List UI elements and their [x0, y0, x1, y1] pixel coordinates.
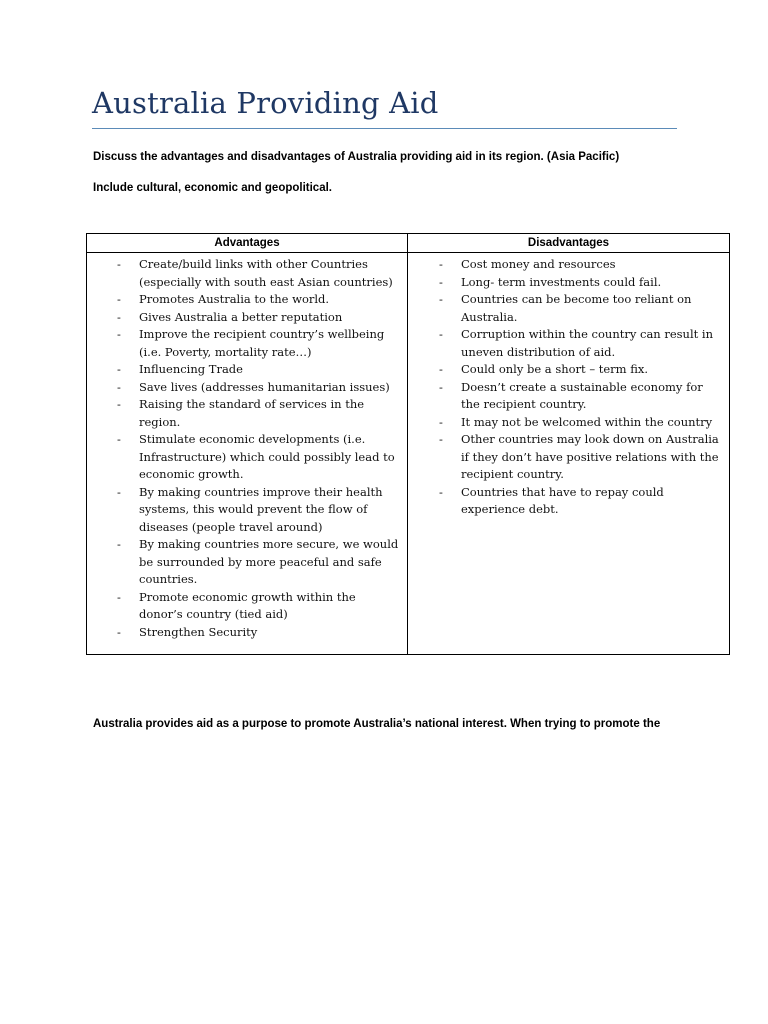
disadvantage-item	[408, 361, 721, 379]
bullet-dash: -	[439, 484, 443, 499]
disadvantage-item-text: Countries that have to repay could experience debt.	[461, 484, 664, 516]
advantages-disadvantages-table	[86, 233, 730, 655]
disadvantage-item	[408, 484, 721, 519]
advantage-item	[87, 431, 399, 484]
disadvantages-cell	[408, 253, 730, 655]
advantage-item	[87, 589, 399, 624]
table-body-row	[87, 253, 730, 655]
advantages-list	[87, 253, 407, 641]
disadvantages-header: Disadvantages	[408, 234, 730, 253]
disadvantage-item	[408, 414, 721, 432]
closing-text: Australia provides aid as a purpose to promote Australia’s national interest. When trying to promote the	[93, 718, 661, 730]
bullet-dash: -	[117, 624, 121, 639]
advantage-item-text: Raising the standard of services in the region.	[139, 397, 365, 429]
advantage-item-text: By making countries improve their health systems, this would prevent the flow of diseases (people travel around)	[139, 484, 383, 534]
title-underline	[92, 128, 677, 129]
advantage-item	[87, 256, 399, 291]
bullet-dash: -	[439, 292, 443, 306]
disadvantage-item-text: Corruption within the country can result in uneven distribution of aid.	[461, 327, 714, 359]
advantage-item	[87, 624, 399, 642]
prompt-text: Discuss the advantages and disadvantages of Australia providing aid in its region. (Asia Pacific)	[93, 151, 620, 163]
advantage-item	[87, 536, 399, 589]
disadvantage-item-text: Other countries may look down on Australia if they don’t have positive relations with the recipient country.	[461, 432, 719, 481]
disadvantage-item-text: Doesn’t create a sustainable economy for the recipient country.	[461, 379, 703, 411]
disadvantage-item-text: Cost money and resources	[461, 257, 616, 271]
bullet-dash: -	[439, 379, 443, 394]
advantage-item	[87, 309, 399, 327]
bullet-dash: -	[117, 397, 121, 411]
advantage-item	[87, 484, 399, 537]
bullet-dash: -	[439, 362, 443, 376]
bullet-dash: -	[117, 432, 121, 446]
advantage-item-text: By making countries more secure, we would be surrounded by more peaceful and safe countries.	[139, 537, 399, 586]
table-header-row	[87, 234, 730, 253]
bullet-dash: -	[117, 292, 121, 306]
bullet-dash: -	[117, 379, 121, 394]
advantage-item-text: Stimulate economic developments (i.e. Infrastructure) which could possibly lead to economic growth.	[139, 432, 395, 481]
advantage-item-text: Gives Australia a better reputation	[139, 309, 343, 324]
advantage-item	[87, 379, 399, 397]
bullet-dash: -	[117, 537, 121, 551]
bullet-dash: -	[439, 257, 443, 271]
advantage-item-text: Improve the recipient country’s wellbeing (i.e. Poverty, mortality rate…)	[139, 327, 385, 359]
advantage-item-text: Create/build links with other Countries (especially with south east Asian countries)	[139, 257, 393, 289]
bullet-dash: -	[439, 327, 443, 341]
advantage-item	[87, 326, 399, 361]
disadvantage-item-text: It may not be welcomed within the country	[461, 414, 713, 429]
document-title: Australia Providing Aid	[92, 86, 439, 120]
bullet-dash: -	[117, 309, 121, 324]
bullet-dash: -	[117, 589, 121, 604]
advantage-item-text: Promote economic growth within the donor’s country (tied aid)	[139, 589, 356, 621]
bullet-dash: -	[117, 362, 121, 376]
bullet-dash: -	[117, 484, 121, 499]
advantages-cell	[87, 253, 408, 655]
advantage-item	[87, 361, 399, 379]
disadvantage-item-text: Long- term investments could fail.	[461, 274, 662, 289]
bullet-dash: -	[439, 274, 443, 289]
bullet-dash: -	[117, 257, 121, 271]
advantage-item-text: Save lives (addresses humanitarian issues)	[139, 379, 390, 394]
disadvantage-item-text: Countries can be become too reliant on Australia.	[461, 292, 692, 324]
advantages-header: Advantages	[87, 234, 408, 253]
disadvantage-item	[408, 326, 721, 361]
disadvantage-item	[408, 274, 721, 292]
advantage-item	[87, 396, 399, 431]
disadvantage-item-text: Could only be a short – term fix.	[461, 362, 649, 376]
bullet-dash: -	[117, 327, 121, 341]
disadvantage-item	[408, 379, 721, 414]
advantage-item-text: Strengthen Security	[139, 624, 258, 639]
advantage-item	[87, 291, 399, 309]
disadvantage-item	[408, 291, 721, 326]
instruction-text: Include cultural, economic and geopolitical.	[93, 182, 332, 194]
advantage-item-text: Influencing Trade	[139, 362, 243, 376]
advantage-item-text: Promotes Australia to the world.	[139, 292, 330, 306]
disadvantages-list	[408, 253, 729, 519]
disadvantage-item	[408, 256, 721, 274]
disadvantage-item	[408, 431, 721, 484]
bullet-dash: -	[439, 432, 443, 446]
bullet-dash: -	[439, 414, 443, 429]
